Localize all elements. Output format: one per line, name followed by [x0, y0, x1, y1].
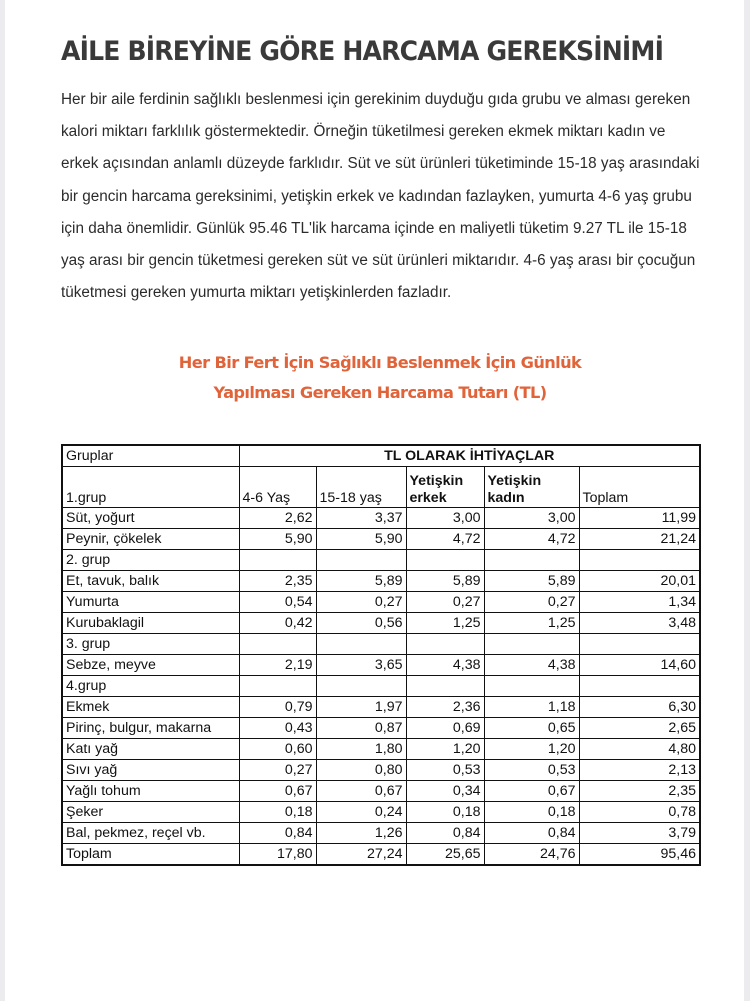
value-cell: 3,79: [579, 823, 700, 844]
value-cell: [239, 634, 316, 655]
value-cell: 0,43: [239, 718, 316, 739]
value-cell: 0,84: [239, 823, 316, 844]
table-row: [62, 718, 700, 739]
corner-label: Gruplar: [62, 445, 239, 467]
value-cell: 0,34: [406, 781, 484, 802]
table-row: [62, 781, 700, 802]
table-row: [62, 739, 700, 760]
value-cell: 1,25: [406, 613, 484, 634]
value-cell: 5,90: [239, 529, 316, 550]
value-cell: 5,89: [406, 571, 484, 592]
value-cell: [406, 634, 484, 655]
row-label: Et, tavuk, balık: [62, 571, 239, 592]
value-cell: 0,53: [484, 760, 579, 781]
table-row: [62, 634, 700, 655]
value-cell: 0,27: [239, 760, 316, 781]
value-cell: 2,35: [239, 571, 316, 592]
value-cell: 0,84: [406, 823, 484, 844]
value-cell: 1,25: [484, 613, 579, 634]
value-cell: 0,65: [484, 718, 579, 739]
value-cell: 2,65: [579, 718, 700, 739]
value-cell: 5,89: [484, 571, 579, 592]
table-row: [62, 802, 700, 823]
value-cell: [579, 550, 700, 571]
value-cell: 0,69: [406, 718, 484, 739]
value-cell: 1,20: [406, 739, 484, 760]
value-cell: 3,65: [316, 655, 406, 676]
value-cell: [239, 676, 316, 697]
value-cell: 0,24: [316, 802, 406, 823]
value-cell: 0,67: [239, 781, 316, 802]
intro-paragraph: Her bir aile ferdinin sağlıklı beslenmesi için gerekinim duyduğu gıda grubu ve alması gereken kalori miktarı farklılık göstermektedir. Örneğin tüketilmesi gereken ekmek miktarı kadın ve erkek açısından anlamlı düzeyde farklıdır. Süt ve süt ürünleri tüketiminde 15-18 yaş arasındaki bir gencin harcama gereksinimi, yetişkin erkek ve kadından fazlayken, yumurta 4-6 yaş grubu için daha önemlidir. Günlük 95.46 TL'lik harcama içinde en maliyetli tüketim 9.27 TL ile 15-18 yaş arası bir gencin tüketmesi gereken süt ve süt ürünleri miktarıdır. 4-6 yaş arası bir çocuğun tüketmesi gereken yumurta miktarı yetişkinlerden fazladır.: [61, 91, 700, 302]
table-row: [62, 613, 700, 634]
value-cell: 24,76: [484, 844, 579, 866]
value-cell: 2,13: [579, 760, 700, 781]
table-row: [62, 823, 700, 844]
value-cell: 0,54: [239, 592, 316, 613]
value-cell: 21,24: [579, 529, 700, 550]
column-header: Toplam: [579, 467, 700, 508]
value-cell: 5,89: [316, 571, 406, 592]
row-label: Şeker: [62, 802, 239, 823]
value-cell: [316, 550, 406, 571]
value-cell: 0,79: [239, 697, 316, 718]
value-cell: 17,80: [239, 844, 316, 866]
value-cell: 5,90: [316, 529, 406, 550]
row-label: Sıvı yağ: [62, 760, 239, 781]
value-cell: 4,38: [484, 655, 579, 676]
value-cell: [316, 634, 406, 655]
row-label: Bal, pekmez, reçel vb.: [62, 823, 239, 844]
value-cell: 0,80: [316, 760, 406, 781]
value-cell: 0,56: [316, 613, 406, 634]
value-cell: 2,36: [406, 697, 484, 718]
row-label: Sebze, meyve: [62, 655, 239, 676]
table-row: [62, 550, 700, 571]
document-page: [5, 0, 744, 1001]
value-cell: 0,84: [484, 823, 579, 844]
value-cell: [484, 550, 579, 571]
value-cell: 3,00: [406, 508, 484, 529]
value-cell: 0,18: [484, 802, 579, 823]
value-cell: 0,18: [239, 802, 316, 823]
row-label: Yumurta: [62, 592, 239, 613]
value-cell: 27,24: [316, 844, 406, 866]
value-cell: 1,34: [579, 592, 700, 613]
value-cell: 0,53: [406, 760, 484, 781]
value-cell: 0,87: [316, 718, 406, 739]
value-cell: 1,97: [316, 697, 406, 718]
value-cell: 0,67: [316, 781, 406, 802]
row-label: Kurubaklagil: [62, 613, 239, 634]
page-title: AİLE BİREYİNE GÖRE HARCAMA GEREKSİNİMİ: [61, 36, 664, 67]
value-cell: [579, 634, 700, 655]
value-cell: 1,18: [484, 697, 579, 718]
value-cell: 6,30: [579, 697, 700, 718]
row-label: Ekmek: [62, 697, 239, 718]
value-cell: 4,72: [484, 529, 579, 550]
column-header: 15-18 yaş: [316, 467, 406, 508]
value-cell: 25,65: [406, 844, 484, 866]
column-header: Yetişkin erkek: [406, 467, 484, 508]
value-cell: [406, 676, 484, 697]
value-cell: 4,38: [406, 655, 484, 676]
value-cell: 0,18: [406, 802, 484, 823]
value-cell: 2,35: [579, 781, 700, 802]
value-cell: 1,26: [316, 823, 406, 844]
expense-table: [61, 444, 701, 866]
table-row: [62, 592, 700, 613]
table-row: [62, 571, 700, 592]
row-label: Katı yağ: [62, 739, 239, 760]
value-cell: 3,37: [316, 508, 406, 529]
value-cell: 0,60: [239, 739, 316, 760]
value-cell: 1,80: [316, 739, 406, 760]
value-cell: 95,46: [579, 844, 700, 866]
table-row: [62, 655, 700, 676]
first-group-label: 1.grup: [62, 467, 239, 508]
table-header-row-2: [62, 467, 700, 508]
value-cell: 1,20: [484, 739, 579, 760]
value-cell: 0,42: [239, 613, 316, 634]
value-cell: [316, 676, 406, 697]
value-cell: [239, 550, 316, 571]
caption-line-2: Yapılması Gereken Harcama Tutarı (TL): [213, 383, 547, 402]
table-header-row-1: [62, 445, 700, 467]
row-label: 3. grup: [62, 634, 239, 655]
value-cell: 3,00: [484, 508, 579, 529]
column-header: Yetişkin kadın: [484, 467, 579, 508]
span-header: TL OLARAK İHTİYAÇLAR: [239, 445, 700, 467]
row-label: Peynir, çökelek: [62, 529, 239, 550]
value-cell: [484, 676, 579, 697]
value-cell: [406, 550, 484, 571]
value-cell: 20,01: [579, 571, 700, 592]
row-label: Pirinç, bulgur, makarna: [62, 718, 239, 739]
row-label: 4.grup: [62, 676, 239, 697]
table-row: [62, 676, 700, 697]
table-row: [62, 844, 700, 866]
value-cell: 0,67: [484, 781, 579, 802]
value-cell: 14,60: [579, 655, 700, 676]
table-caption: [5, 348, 750, 408]
value-cell: 4,72: [406, 529, 484, 550]
table-row: [62, 529, 700, 550]
value-cell: 2,19: [239, 655, 316, 676]
value-cell: 2,62: [239, 508, 316, 529]
value-cell: 11,99: [579, 508, 700, 529]
value-cell: 0,27: [406, 592, 484, 613]
table-row: [62, 760, 700, 781]
row-label: Süt, yoğurt: [62, 508, 239, 529]
value-cell: [579, 676, 700, 697]
caption-line-1: Her Bir Fert İçin Sağlıklı Beslenmek İçin Günlük: [178, 353, 582, 372]
row-label: Toplam: [62, 844, 239, 866]
row-label: Yağlı tohum: [62, 781, 239, 802]
value-cell: 3,48: [579, 613, 700, 634]
value-cell: 0,27: [484, 592, 579, 613]
value-cell: 4,80: [579, 739, 700, 760]
value-cell: 0,78: [579, 802, 700, 823]
value-cell: [484, 634, 579, 655]
table-row: [62, 508, 700, 529]
row-label: 2. grup: [62, 550, 239, 571]
column-header: 4-6 Yaş: [239, 467, 316, 508]
value-cell: 0,27: [316, 592, 406, 613]
table-row: [62, 697, 700, 718]
